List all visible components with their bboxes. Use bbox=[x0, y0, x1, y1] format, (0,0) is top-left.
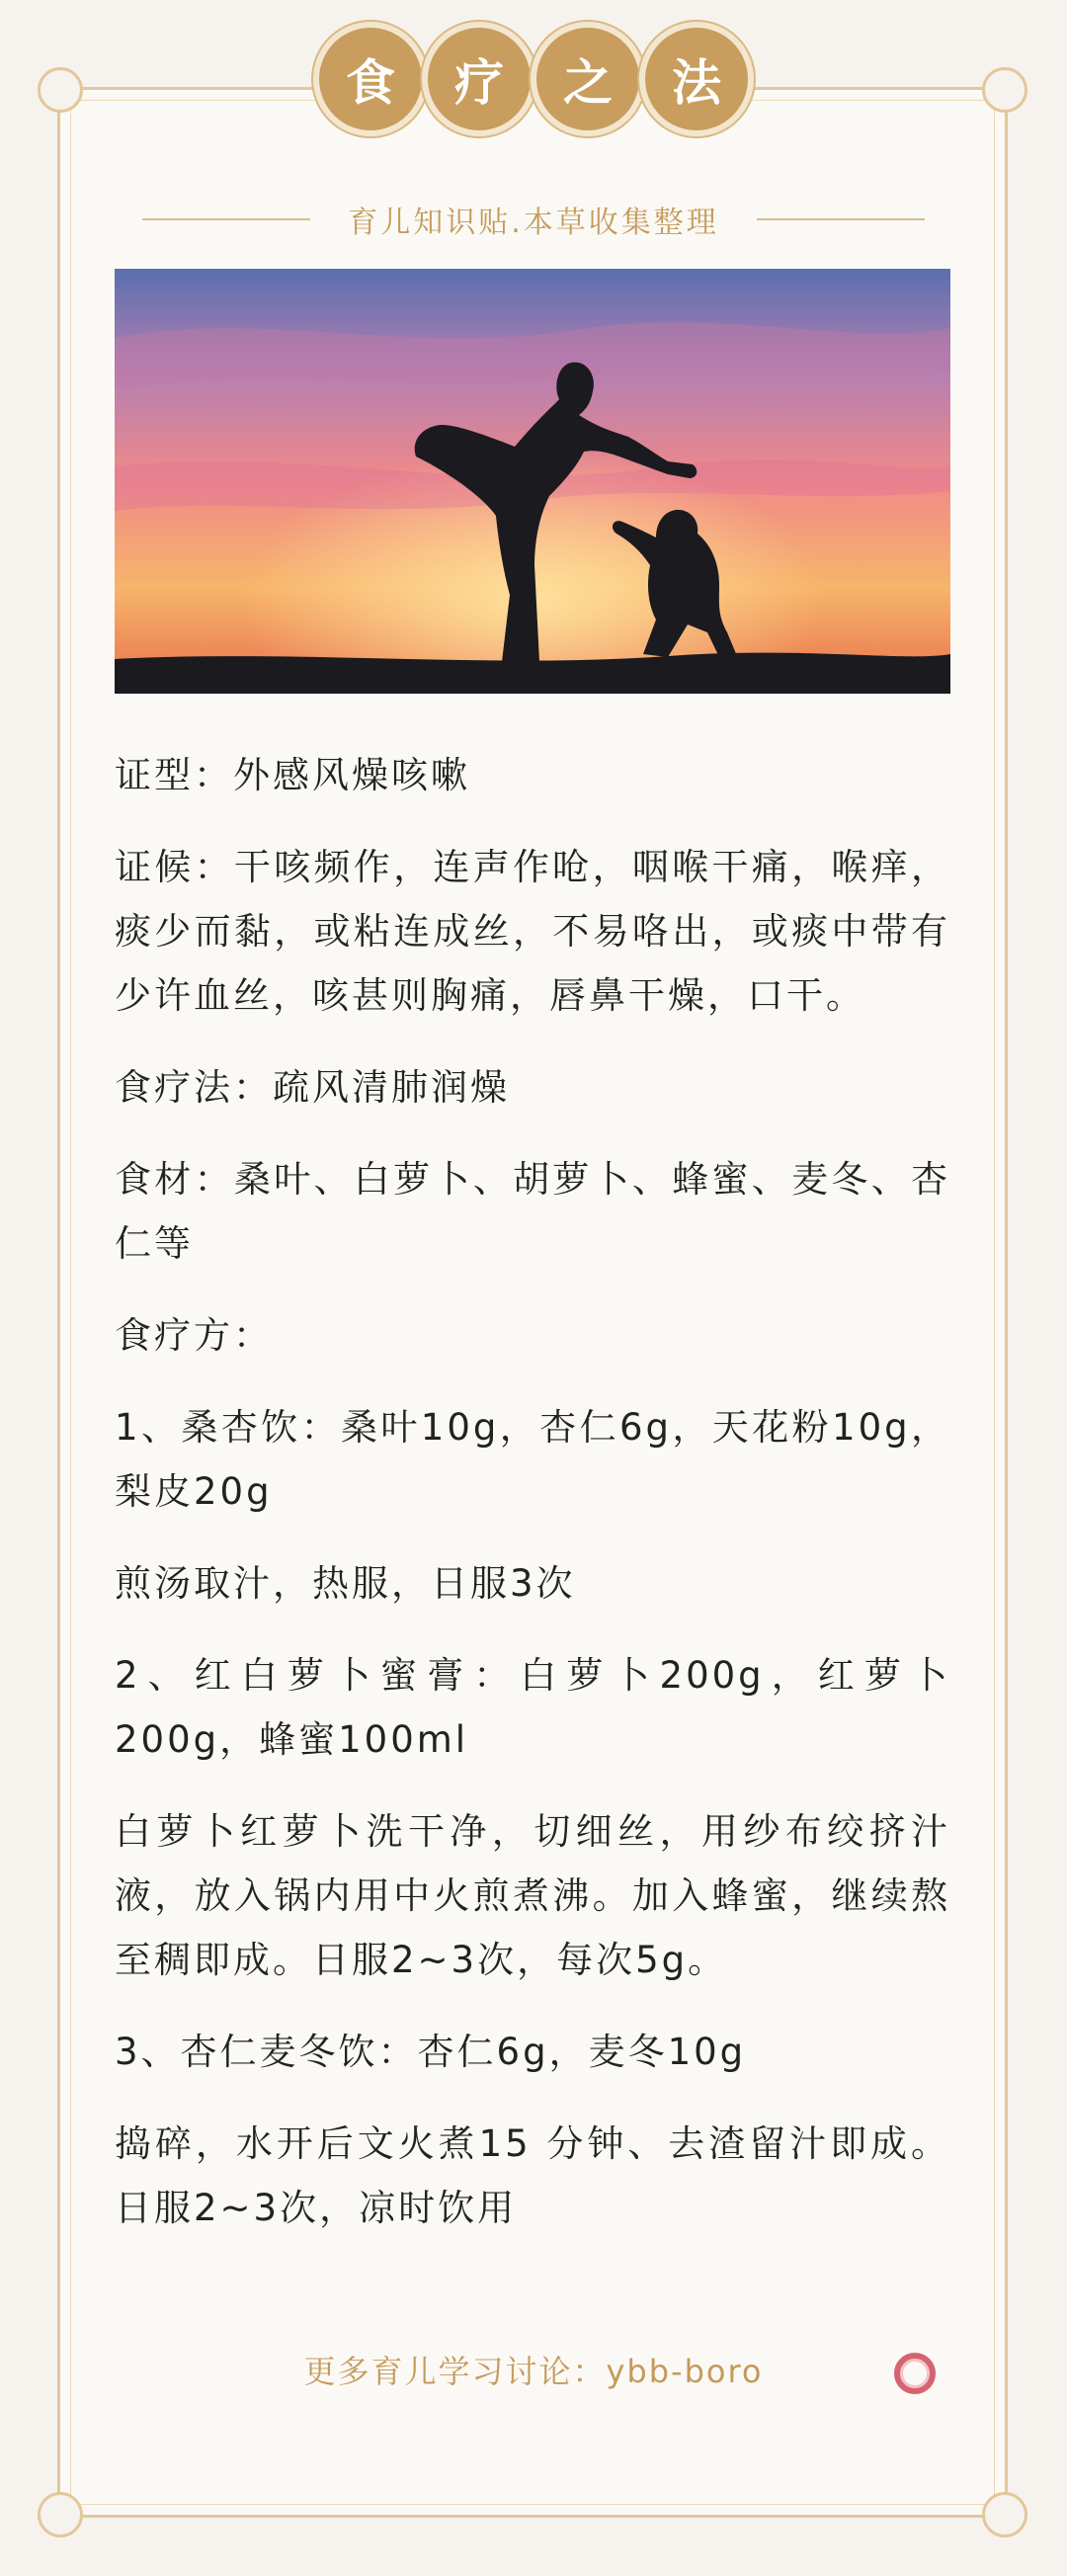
subtitle-row bbox=[0, 198, 1067, 241]
therapy-paragraph: 食疗法：疏风清肺润燥 bbox=[115, 1066, 510, 1109]
title-char-badge: 法 bbox=[645, 28, 748, 130]
title-char-badge: 食 bbox=[319, 28, 422, 130]
corner-ornament bbox=[38, 2492, 83, 2537]
recipe-3: 3、杏仁麦冬饮：杏仁6g，麦冬10g bbox=[115, 2031, 747, 2073]
recipe-2-method: 白萝卜红萝卜洗干净，切细丝，用纱布绞挤汁液，放入锅内用中火煎煮沸。加入蜂蜜，继续熬至稠即成。日服2~3次，每次5g。 bbox=[115, 1810, 950, 1981]
article-body bbox=[115, 743, 950, 2268]
corner-ornament bbox=[982, 2492, 1027, 2537]
sunset-silhouette-image bbox=[115, 269, 950, 694]
silhouette-photo bbox=[115, 269, 950, 694]
divider bbox=[757, 218, 925, 220]
footer-text: 更多育儿学习讨论：ybb-boro bbox=[303, 2353, 764, 2390]
ring-icon bbox=[894, 2353, 936, 2394]
symptoms-paragraph: 证候：干咳频作，连声作呛，咽喉干痛，喉痒，痰少而黏，或粘连成丝，不易咯出，或痰中带有少许血丝，咳甚则胸痛，唇鼻干燥，口干。 bbox=[115, 846, 950, 1017]
recipe-1: 1、桑杏饮：桑叶10g，杏仁6g，天花粉10g，梨皮20g bbox=[115, 1406, 950, 1513]
title-char-badge: 疗 bbox=[428, 28, 531, 130]
recipe-3-method: 捣碎，水开后文火煮15 分钟、去渣留汁即成。日服2~3次，凉时饮用 bbox=[115, 2122, 950, 2229]
recipes-label: 食疗方： bbox=[115, 1314, 273, 1357]
divider bbox=[142, 218, 310, 220]
recipe-2: 2、红白萝卜蜜膏：白萝卜200g，红萝卜200g，蜂蜜100ml bbox=[115, 1654, 950, 1761]
page-title bbox=[0, 28, 1067, 130]
syndrome-paragraph: 证型：外感风燥咳嗽 bbox=[115, 754, 470, 796]
recipe-1-method: 煎汤取汁，热服，日服3次 bbox=[115, 1562, 576, 1605]
ingredients-paragraph: 食材：桑叶、白萝卜、胡萝卜、蜂蜜、麦冬、杏仁等 bbox=[115, 1158, 950, 1265]
subtitle: 育儿知识贴.本草收集整理 bbox=[348, 206, 719, 240]
title-char-badge: 之 bbox=[536, 28, 639, 130]
